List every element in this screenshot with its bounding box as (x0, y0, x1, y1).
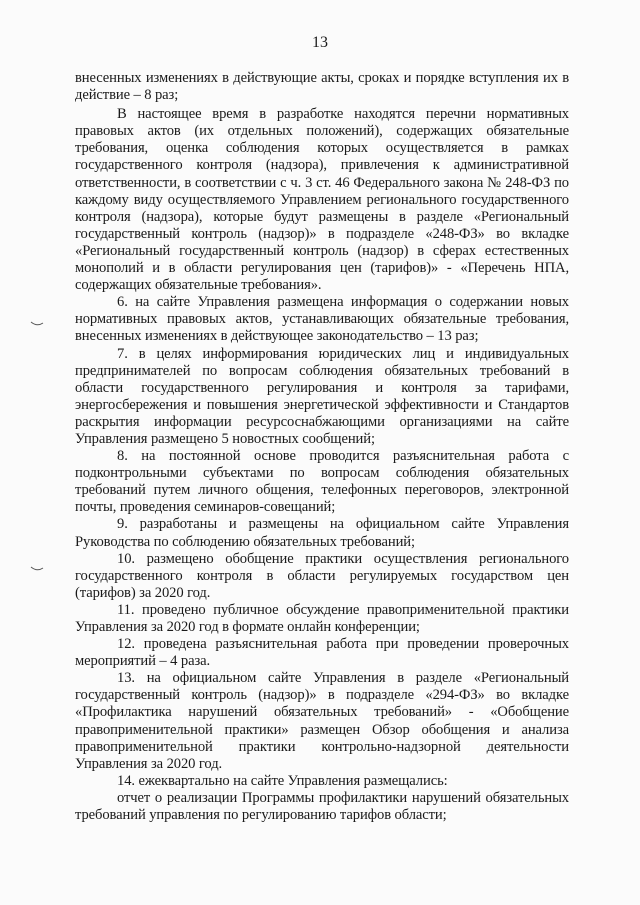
paragraph-npa-lists: В настоящее время в разработке находятся перечни нормативных правовых актов (их отдельных положений), содержащих обязательные требования, оценка соблюдения которых осуществляется в рамках государственного контроля (надзора), привлечения к административной ответственности, в соответствии с ч. 3 ст. 46 Федерального закона № 248-ФЗ по каждому виду осуществляемого Управлением регионального государственного контроля (надзора), которые будут размещены в разделе «Региональный государственный контроль (надзор)» в подразделе «248-ФЗ» во вкладке «Региональный государственный контроль (надзор) в сферах естественных монополий и в области регулирования цен (тарифов)» - «Перечень НПА, содержащих обязательные требования». (75, 106, 569, 294)
paragraph-item-11: 11. проведено публичное обсуждение правоприменительной практики Управления за 2020 год в формате онлайн конференции; (75, 601, 569, 635)
margin-scan-mark (30, 321, 44, 327)
paragraph-item-13: 13. на официальном сайте Управления в разделе «Региональный государственный контроль (надзор)» в подразделе «294-ФЗ» во вкладке «Профилактика нарушений обязательных требований» - «Обобщение правоприменительной практики» размещен Обзор обобщения и анализа правоприменительной практики контрольно-надзорной деятельности Управления за 2020 год. (75, 670, 569, 772)
paragraph-item-12: 12. проведена разъяснительная работа при проведении проверочных мероприятий – 4 раза. (75, 636, 569, 670)
paragraph-continuation: внесенных изменениях в действующие акты, сроках и порядке вступления их в действие – 8 раз; (75, 70, 569, 104)
paragraph-item-8: 8. на постоянной основе проводится разъяснительная работа с подконтрольными субъектами по вопросам соблюдения обязательных требований путем личного общения, телефонных переговоров, электронной почты, проведения семинаров-совещаний; (75, 448, 569, 516)
paragraph-item-7: 7. в целях информирования юридических лиц и индивидуальных предпринимателей по вопросам соблюдения обязательных требований в области государственного регулирования и контроля за тарифами, энергосбережения и повышения энергетической эффективности и Стандартов раскрытия информации ресурсоснабжающими организациями на сайте Управления размещено 5 новостных сообщений; (75, 345, 569, 447)
paragraph-item-14: 14. ежеквартально на сайте Управления размещались: (117, 772, 448, 789)
page-number: 13 (312, 34, 328, 51)
paragraph-report: отчет о реализации Программы профилактики нарушений обязательных требований управления по регулированию тарифов области; (75, 789, 569, 824)
paragraph-item-6: 6. на сайте Управления размещена информация о содержании новых нормативных правовых актов, устанавливающих обязательные требования, внесенных изменениях в действующее законодательство – 13 раз; (75, 294, 569, 345)
paragraph-item-10: 10. размещено обобщение практики осуществления регионального государственного контроля в области регулируемых государством цен (тарифов) за 2020 год. (75, 550, 569, 601)
paragraph-item-9: 9. разработаны и размещены на официальном сайте Управления Руководства по соблюдению обязательных требований; (75, 516, 569, 550)
margin-scan-mark (30, 566, 44, 572)
document-body (75, 70, 569, 824)
